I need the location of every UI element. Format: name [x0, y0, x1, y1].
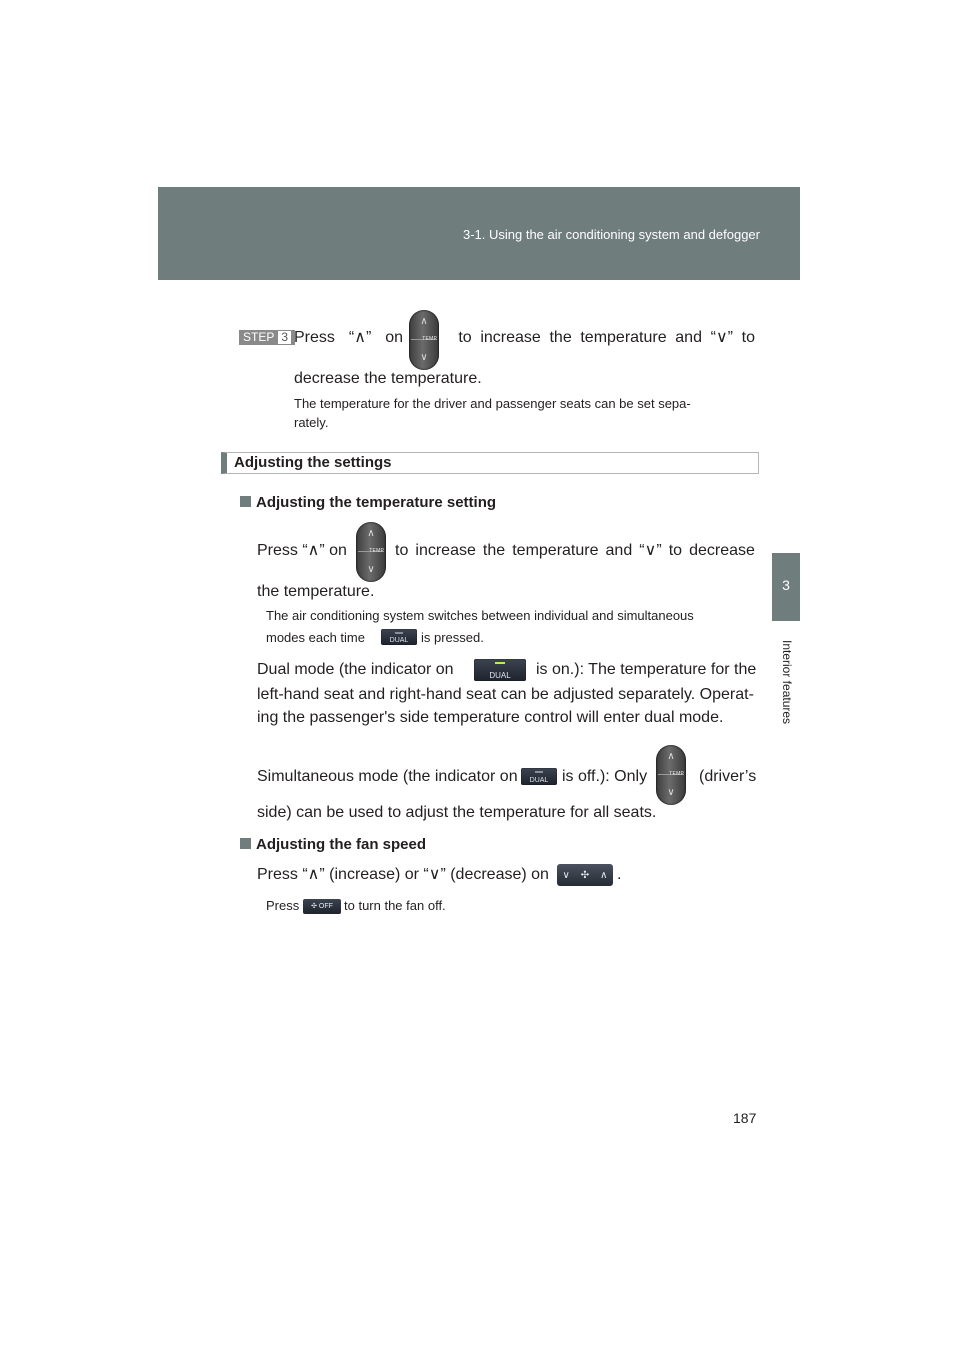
dual-mode-line-3: ing the passenger's side temperature control will enter dual mode.	[257, 709, 724, 726]
temp-rocker-switch-icon: ∧ TEMP ∨	[356, 522, 386, 582]
step-note-1: The temperature for the driver and passenger seats can be set sepa-	[294, 396, 691, 411]
temp-line-2: the temperature.	[257, 583, 375, 600]
section-header: Adjusting the settings	[221, 452, 759, 474]
dual-indicator-on-icon: DUAL	[474, 659, 526, 681]
temp-line-1-right: to increase the temperature and “∨” to decrease	[395, 542, 755, 559]
subheading-temperature: Adjusting the temperature setting	[240, 493, 496, 513]
chapter-label: Interior features	[780, 640, 794, 725]
step-line-1: Press “∧” on to increase the temperature and “∨” to	[294, 329, 755, 346]
step-number: 3	[278, 331, 291, 344]
temp-line-1-left: Press “∧” on	[257, 542, 347, 559]
subheading-fan-speed: Adjusting the fan speed	[240, 835, 426, 855]
dual-indicator-off-icon: DUAL	[521, 768, 557, 785]
simul-mode-c: (driver’s	[699, 768, 757, 785]
fan-line-b: .	[617, 866, 622, 883]
dual-mode-b: is on.): The temperature for the	[536, 661, 757, 678]
square-bullet-icon	[240, 496, 251, 507]
fan-off-button-icon: ✣ OFF	[303, 899, 341, 914]
temp-note-1: The air conditioning system switches between individual and simultaneous	[266, 608, 694, 623]
fan-note-b: to turn the fan off.	[344, 898, 446, 913]
simul-mode-line-2: side) can be used to adjust the temperature for all seats.	[257, 804, 657, 821]
dual-mode-a: Dual mode (the indicator on	[257, 661, 454, 678]
simul-mode-b: is off.): Only	[562, 768, 648, 785]
step-badge	[239, 330, 295, 345]
temp-note-2a: modes each time	[266, 630, 365, 645]
fan-speed-switch-icon: ∨ ✣ ∧	[557, 864, 613, 886]
step-label: STEP	[243, 330, 275, 344]
dual-button-icon: DUAL	[381, 629, 417, 645]
fan-line-a: Press “∧” (increase) or “∨” (decrease) on	[257, 866, 549, 883]
dual-mode-line-2: left-hand seat and right-hand seat can be adjusted separately. Operat-	[257, 686, 754, 703]
chapter-tab: 3	[772, 553, 800, 621]
square-bullet-icon	[240, 838, 251, 849]
fan-note-a: Press	[266, 898, 300, 913]
header-title: 3-1. Using the air conditioning system and defogger	[462, 227, 760, 242]
page-number: 187	[733, 1110, 757, 1126]
temp-rocker-switch-icon: ∧ TEMP ∨	[409, 310, 439, 370]
header-band	[158, 187, 800, 280]
simul-mode-a: Simultaneous mode (the indicator on	[257, 768, 518, 785]
step-note-2: rately.	[294, 415, 329, 430]
temp-note-2b: is pressed.	[421, 630, 484, 645]
step-line-2: decrease the temperature.	[294, 370, 482, 387]
driver-temp-rocker-icon: ∧ TEMP ∨	[656, 745, 686, 805]
